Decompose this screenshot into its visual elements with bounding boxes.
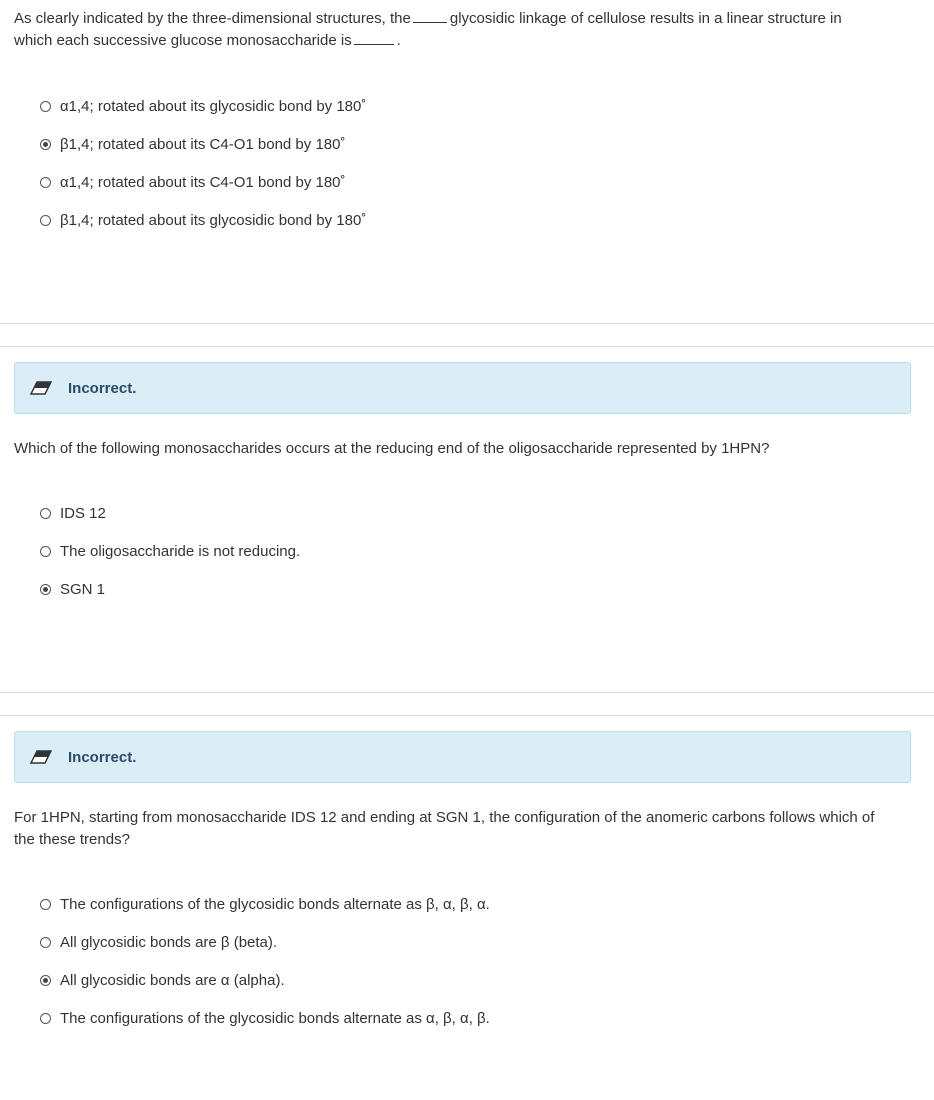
radio-button-selected[interactable]: [40, 584, 51, 595]
option-label: The oligosaccharide is not reducing.: [60, 542, 301, 560]
option-label: α1,4; rotated about its glycosidic bond by 180˚: [60, 97, 367, 115]
question-1-option[interactable]: [40, 163, 366, 201]
feedback-text: Incorrect.: [68, 748, 137, 766]
radio-button[interactable]: [40, 508, 51, 519]
radio-button[interactable]: [40, 1013, 51, 1024]
divider: [0, 323, 934, 324]
question-2-prompt: Which of the following monosaccharides occurs at the reducing end of the oligosaccharide represented by 1HPN?: [14, 440, 770, 457]
question-1-prompt-part-c: which each successive glucose monosaccharide is: [14, 32, 352, 49]
option-label: α1,4; rotated about its C4-O1 bond by 180˚: [60, 173, 346, 191]
question-3-prompt-line-2: the these trends?: [14, 831, 130, 848]
question-1-option[interactable]: [40, 87, 366, 125]
question-1-options: [40, 87, 366, 239]
question-1-blank-2: [354, 32, 394, 45]
question-1-prompt-part-a: As clearly indicated by the three-dimensional structures, the: [14, 10, 411, 27]
radio-button-selected[interactable]: [40, 139, 51, 150]
divider: [0, 346, 934, 347]
radio-button[interactable]: [40, 215, 51, 226]
question-1-feedback: [14, 362, 911, 414]
option-label: SGN 1: [60, 580, 106, 598]
option-label: β1,4; rotated about its C4-O1 bond by 180˚: [60, 135, 346, 153]
question-3-option[interactable]: [40, 999, 490, 1037]
option-label: All glycosidic bonds are β (beta).: [60, 933, 278, 951]
question-3-option[interactable]: [40, 961, 490, 999]
question-3-options: [40, 885, 490, 1037]
option-label: The configurations of the glycosidic bonds alternate as β, α, β, α.: [60, 895, 490, 913]
question-3-option[interactable]: [40, 923, 490, 961]
question-3-option[interactable]: [40, 885, 490, 923]
question-3-prompt-line-1: For 1HPN, starting from monosaccharide IDS 12 and ending at SGN 1, the configuration of the anomeric carbons follows which of: [14, 809, 875, 826]
radio-button[interactable]: [40, 101, 51, 112]
option-label: IDS 12: [60, 504, 106, 522]
question-1-option[interactable]: [40, 201, 366, 239]
question-2-option[interactable]: [40, 494, 300, 532]
question-2-option[interactable]: [40, 532, 300, 570]
eraser-icon: [30, 750, 52, 764]
question-1-prompt-part-b: glycosidic linkage of cellulose results in a linear structure in: [449, 10, 842, 27]
divider: [0, 715, 934, 716]
eraser-icon: [30, 381, 52, 395]
question-2-feedback: [14, 731, 911, 783]
question-3-prompt: [14, 807, 874, 851]
radio-button[interactable]: [40, 546, 51, 557]
radio-button-selected[interactable]: [40, 975, 51, 986]
option-label: β1,4; rotated about its glycosidic bond by 180˚: [60, 211, 367, 229]
feedback-text: Incorrect.: [68, 379, 137, 397]
option-label: The configurations of the glycosidic bonds alternate as α, β, α, β.: [60, 1009, 490, 1027]
question-1-prompt: [14, 8, 842, 52]
question-1-blank-1: [413, 10, 447, 23]
question-1-prompt-part-d: .: [396, 32, 401, 49]
radio-button[interactable]: [40, 937, 51, 948]
question-2-option[interactable]: [40, 570, 300, 608]
question-2-options: [40, 494, 300, 608]
divider: [0, 692, 934, 693]
radio-button[interactable]: [40, 177, 51, 188]
radio-button[interactable]: [40, 899, 51, 910]
question-1-option[interactable]: [40, 125, 366, 163]
option-label: All glycosidic bonds are α (alpha).: [60, 971, 285, 989]
